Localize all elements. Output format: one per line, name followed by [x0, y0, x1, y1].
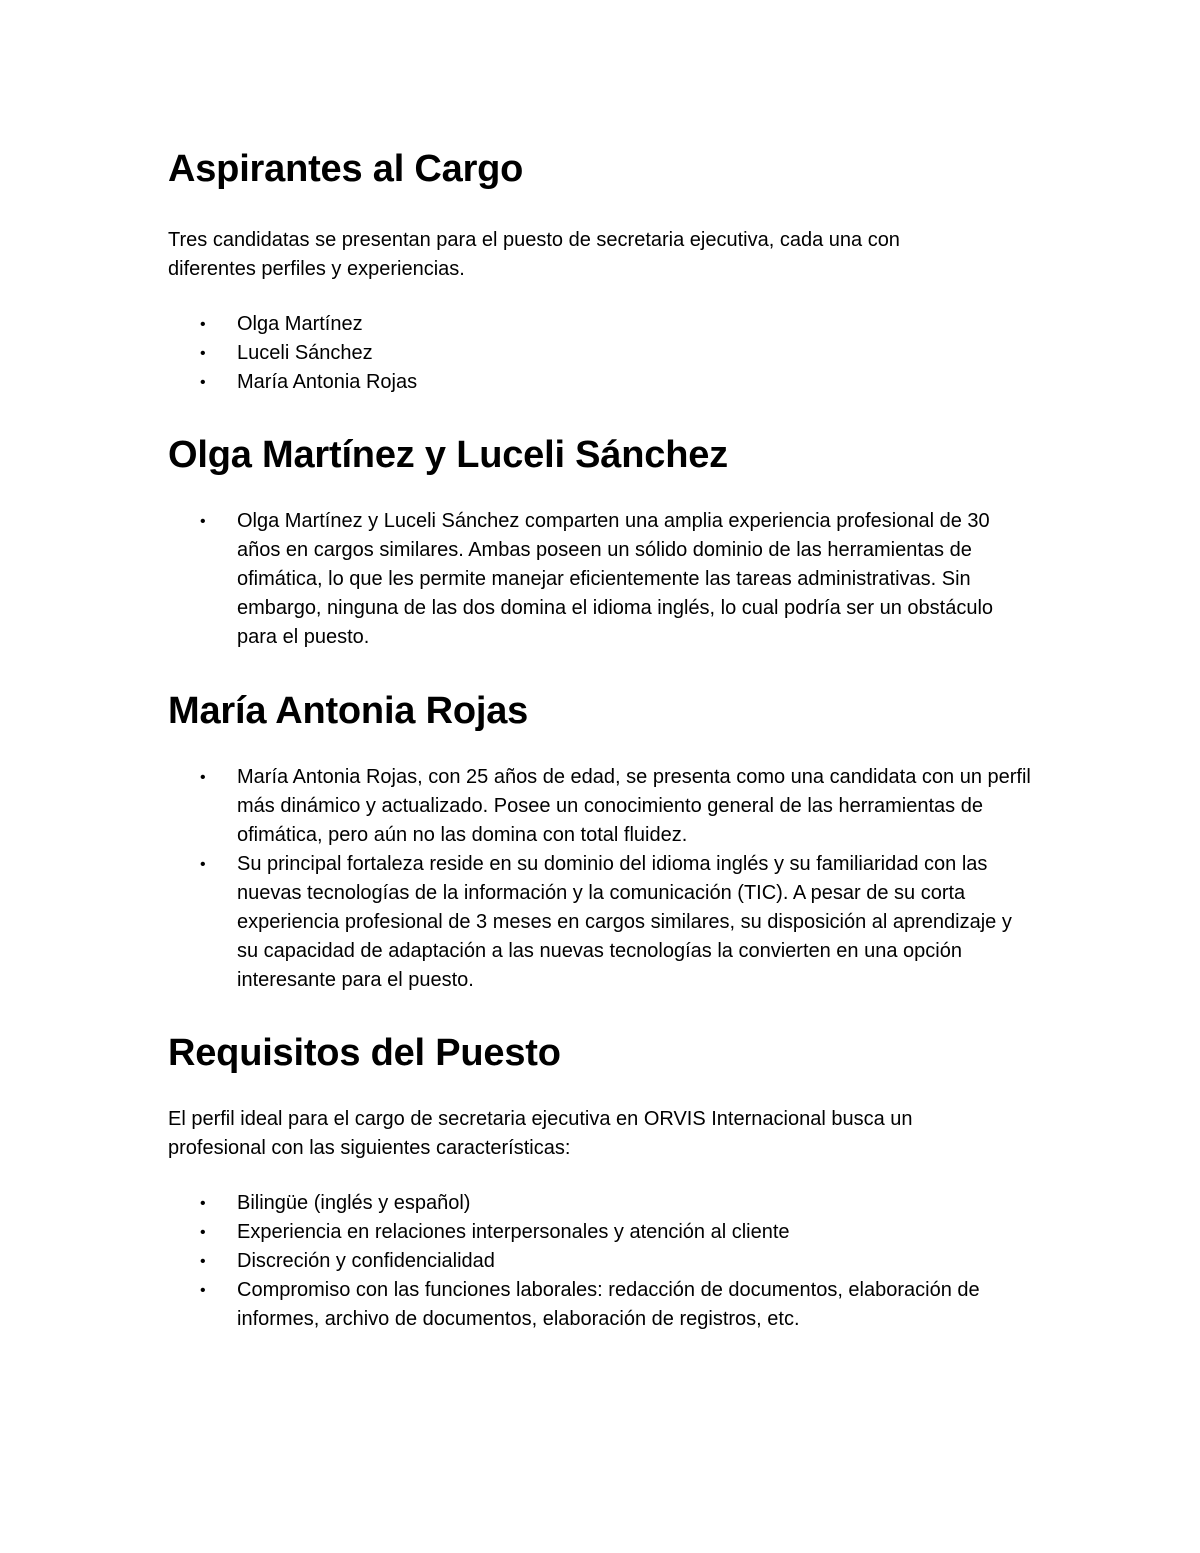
list-item: • Luceli Sánchez [168, 339, 1048, 368]
list-item: • Bilingüe (inglés y español) [168, 1189, 1048, 1218]
requisitos-paragraph: El perfil ideal para el cargo de secretaria ejecutiva en ORVIS Internacional busca un profesional con las siguientes características: [168, 1108, 913, 1159]
bullet-icon: • [200, 1195, 206, 1212]
requisitos-list [168, 1189, 1048, 1334]
list-item: • Olga Martínez y Luceli Sánchez comparten una amplia experiencia profesional de 30 años en cargos similares. Ambas poseen un sólido dominio de las herramientas de ofimática, lo que les permite manejar eficientemente las tareas administrativas. Sin embargo, ninguna de las dos domina el idioma inglés, lo cual podría ser un obstáculo para el puesto. [168, 507, 1048, 652]
heading-maria-antonia: María Antonia Rojas [168, 690, 529, 732]
bullet-icon: • [200, 513, 206, 530]
bullet-icon: • [200, 374, 206, 391]
list-item: • Compromiso con las funciones laborales: redacción de documentos, elaboración de informes, archivo de documentos, elaboración de registros, etc. [168, 1276, 1048, 1334]
section-aspirantes [168, 146, 1048, 397]
bullet-icon: • [200, 769, 206, 786]
list-item: • Olga Martínez [168, 310, 1048, 339]
bullet-icon: • [200, 1253, 206, 1270]
list-item: • Discreción y confidencialidad [168, 1247, 1048, 1276]
heading-olga-luceli: Olga Martínez y Luceli Sánchez [168, 434, 728, 476]
section-olga-luceli [168, 432, 1048, 652]
heading-aspirantes: Aspirantes al Cargo [168, 148, 524, 190]
list-item: • María Antonia Rojas, con 25 años de edad, se presenta como una candidata con un perfil más dinámico y actualizado. Posee un conocimiento general de las herramientas de ofimática, pero aún no las domina con total fluidez. [168, 763, 1048, 850]
bullet-icon: • [200, 1282, 206, 1299]
candidate-list [168, 310, 1048, 397]
maria-antonia-list [168, 763, 1048, 995]
bullet-icon: • [200, 856, 206, 873]
intro-paragraph: Tres candidatas se presentan para el puesto de secretaria ejecutiva, cada una con diferentes perfiles y experiencias. [168, 229, 900, 280]
list-item: • Experiencia en relaciones interpersonales y atención al cliente [168, 1218, 1048, 1247]
section-maria-antonia [168, 688, 1048, 995]
bullet-icon: • [200, 316, 206, 333]
heading-requisitos: Requisitos del Puesto [168, 1032, 561, 1074]
list-item: • María Antonia Rojas [168, 368, 1048, 397]
list-item: • Su principal fortaleza reside en su dominio del idioma inglés y su familiaridad con las nuevas tecnologías de la información y la comunicación (TIC). A pesar de su corta experiencia profesional de 3 meses en cargos similares, su disposición al aprendizaje y su capacidad de adaptación a las nuevas tecnologías la convierten en una opción interesante para el puesto. [168, 850, 1048, 995]
olga-luceli-list [168, 507, 1048, 652]
bullet-icon: • [200, 345, 206, 362]
bullet-icon: • [200, 1224, 206, 1241]
section-requisitos [168, 1030, 1048, 1334]
